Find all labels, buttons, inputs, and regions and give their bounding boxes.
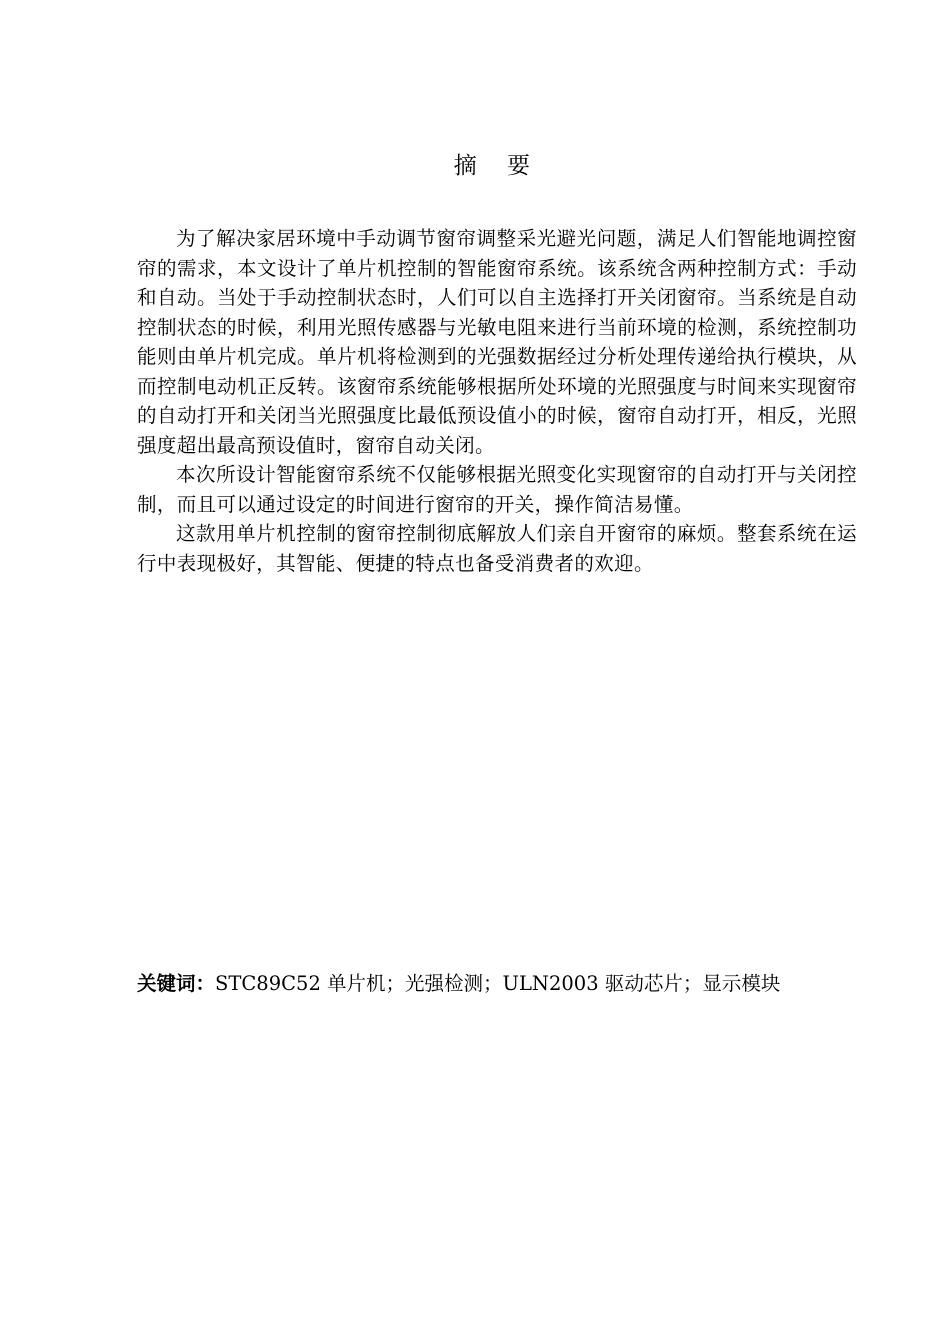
abstract-paragraph-1: 为了解决家居环境中手动调节窗帘调整采光避光问题，满足人们智能地调控窗帘的需求，本文设计了单片机控制的智能窗帘系统。该系统含两种控制方式：手动和自动。当处于手动控制状态时，人们可以自主选择打开关闭窗帘。当系统是自动控制状态的时候，利用光照传感器与光敏电阻来进行当前环境的检测，系统控制功能则由单片机完成。单片机将检测到的光强数据经过分析处理传递给执行模块，从而控制电动机正反转。该窗帘系统能够根据所处环境的光照强度与时间来实现窗帘的自动打开和关闭当光照强度比最低预设值小的时候，窗帘自动打开，相反，光照强度超出最高预设值时，窗帘自动关闭。 (137, 227, 857, 457)
abstract-paragraph-3: 这款用单片机控制的窗帘控制彻底解放人们亲自开窗帘的麻烦。整套系统在运行中表现极好，其智能、便捷的特点也备受消费者的欢迎。 (137, 522, 857, 575)
abstract-body (137, 224, 857, 578)
keywords-label: 关键词： (137, 972, 216, 995)
abstract-paragraph-2: 本次所设计智能窗帘系统不仅能够根据光照变化实现窗帘的自动打开与关闭控制，而且可以通过设定的时间进行窗帘的开关，操作简洁易懂。 (137, 463, 857, 516)
abstract-title: 摘 要 (453, 153, 531, 179)
keywords-text: STC89C52 单片机；光强检测；ULN2003 驱动芯片；显示模块 (215, 972, 781, 995)
keywords-line (137, 969, 877, 999)
